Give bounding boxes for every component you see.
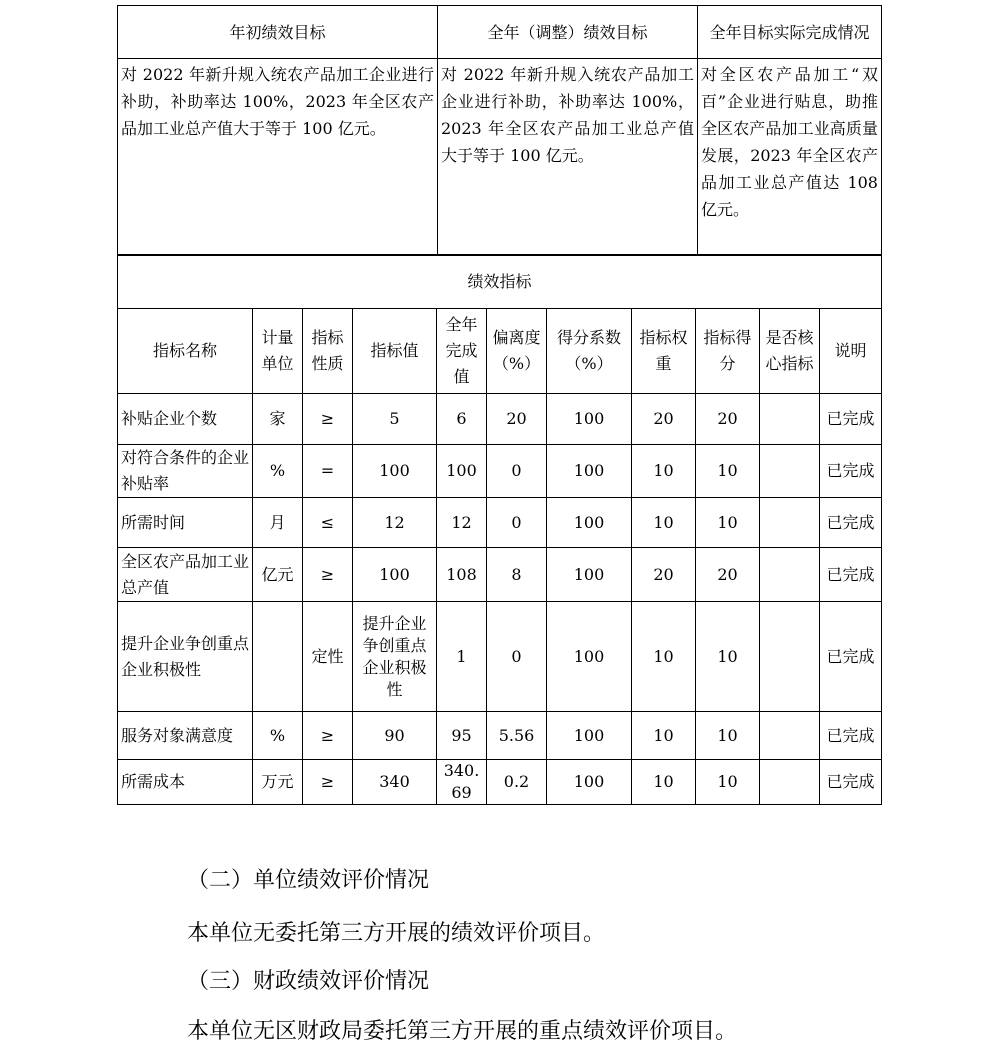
cell-coef: 100 (547, 394, 632, 445)
cell-score: 20 (696, 394, 760, 445)
cell-deviation: 20 (487, 394, 547, 445)
cell-actual: 340.69 (437, 760, 487, 805)
cell-score: 10 (696, 498, 760, 548)
table-row (118, 445, 882, 498)
goals-table (117, 5, 882, 255)
cell-name: 服务对象满意度 (118, 712, 253, 760)
cell-nature: ≥ (303, 394, 353, 445)
goals-adjusted-text: 对 2022 年新升规入统农产品加工企业进行补助，补助率达 100%，2023 年全区农产品加工业总产值大于等于 100 亿元。 (438, 59, 698, 255)
cell-name: 所需成本 (118, 760, 253, 805)
cell-value: 12 (353, 498, 437, 548)
goals-actual-text: 对全区农产品加工“双百”企业进行贴息，助推全区农产品加工业高质量发展，2023 年全区农产品加工业总产值达 108 亿元。 (698, 59, 882, 255)
header-value: 指标值 (353, 309, 437, 394)
cell-weight: 20 (632, 394, 696, 445)
section-3-text: 本单位无区财政局委托第三方开展的重点绩效评价项目。 (187, 1019, 738, 1044)
goals-header-adjusted: 全年（调整）绩效目标 (438, 6, 698, 59)
cell-score: 10 (696, 602, 760, 712)
indicators-table (117, 255, 882, 805)
cell-actual: 100 (437, 445, 487, 498)
cell-unit: 月 (253, 498, 303, 548)
cell-coef: 100 (547, 602, 632, 712)
cell-weight: 20 (632, 548, 696, 602)
cell-weight: 10 (632, 760, 696, 805)
header-unit: 计量单位 (253, 309, 303, 394)
cell-weight: 10 (632, 602, 696, 712)
goals-header-initial: 年初绩效目标 (118, 6, 438, 59)
cell-score: 10 (696, 760, 760, 805)
cell-coef: 100 (547, 548, 632, 602)
cell-value: 提升企业争创重点企业积极性 (353, 602, 437, 712)
cell-name: 所需时间 (118, 498, 253, 548)
cell-deviation: 0 (487, 602, 547, 712)
cell-deviation: 0.2 (487, 760, 547, 805)
cell-name: 提升企业争创重点企业积极性 (118, 602, 253, 712)
cell-unit: 家 (253, 394, 303, 445)
cell-core (760, 498, 820, 548)
cell-core (760, 602, 820, 712)
cell-score: 10 (696, 445, 760, 498)
cell-note: 已完成 (820, 445, 882, 498)
cell-core (760, 712, 820, 760)
header-weight: 指标权重 (632, 309, 696, 394)
cell-nature: = (303, 445, 353, 498)
cell-actual: 12 (437, 498, 487, 548)
cell-unit (253, 602, 303, 712)
table-row (118, 548, 882, 602)
cell-note: 已完成 (820, 602, 882, 712)
section-3-heading: （三）财政绩效评价情况 (187, 969, 430, 994)
cell-nature: ≥ (303, 712, 353, 760)
header-name: 指标名称 (118, 309, 253, 394)
goals-header-actual: 全年目标实际完成情况 (698, 6, 882, 59)
cell-name: 对符合条件的企业补贴率 (118, 445, 253, 498)
table-row (118, 712, 882, 760)
cell-deviation: 0 (487, 445, 547, 498)
cell-nature: 定性 (303, 602, 353, 712)
cell-actual: 108 (437, 548, 487, 602)
cell-note: 已完成 (820, 548, 882, 602)
cell-note: 已完成 (820, 498, 882, 548)
cell-value: 90 (353, 712, 437, 760)
header-note: 说明 (820, 309, 882, 394)
goals-initial-text: 对 2022 年新升规入统农产品加工企业进行补助，补助率达 100%，2023 年全区农产品加工业总产值大于等于 100 亿元。 (118, 59, 438, 255)
cell-name: 全区农产品加工业总产值 (118, 548, 253, 602)
cell-core (760, 394, 820, 445)
header-coef: 得分系数（%） (547, 309, 632, 394)
cell-deviation: 8 (487, 548, 547, 602)
cell-coef: 100 (547, 445, 632, 498)
cell-actual: 6 (437, 394, 487, 445)
cell-value: 5 (353, 394, 437, 445)
section-2-heading: （二）单位绩效评价情况 (187, 868, 430, 893)
cell-core (760, 548, 820, 602)
cell-coef: 100 (547, 498, 632, 548)
header-score: 指标得分 (696, 309, 760, 394)
table-row (118, 602, 882, 712)
header-actual: 全年完成值 (437, 309, 487, 394)
indicators-title: 绩效指标 (118, 256, 882, 309)
header-deviation: 偏离度（%） (487, 309, 547, 394)
cell-deviation: 5.56 (487, 712, 547, 760)
cell-weight: 10 (632, 712, 696, 760)
cell-value: 340 (353, 760, 437, 805)
cell-unit: 亿元 (253, 548, 303, 602)
cell-core (760, 760, 820, 805)
cell-name: 补贴企业个数 (118, 394, 253, 445)
cell-value: 100 (353, 548, 437, 602)
cell-value: 100 (353, 445, 437, 498)
indicators-header-row (118, 309, 882, 394)
cell-note: 已完成 (820, 712, 882, 760)
cell-weight: 10 (632, 445, 696, 498)
cell-unit: % (253, 445, 303, 498)
cell-nature: ≥ (303, 760, 353, 805)
cell-weight: 10 (632, 498, 696, 548)
table-row (118, 394, 882, 445)
cell-deviation: 0 (487, 498, 547, 548)
cell-unit: % (253, 712, 303, 760)
section-2-text: 本单位无委托第三方开展的绩效评价项目。 (187, 921, 606, 946)
header-core: 是否核心指标 (760, 309, 820, 394)
cell-score: 20 (696, 548, 760, 602)
cell-note: 已完成 (820, 760, 882, 805)
table-row (118, 760, 882, 805)
cell-coef: 100 (547, 712, 632, 760)
cell-note: 已完成 (820, 394, 882, 445)
cell-unit: 万元 (253, 760, 303, 805)
cell-core (760, 445, 820, 498)
cell-nature: ≥ (303, 548, 353, 602)
table-row (118, 498, 882, 548)
cell-nature: ≤ (303, 498, 353, 548)
cell-coef: 100 (547, 760, 632, 805)
cell-actual: 95 (437, 712, 487, 760)
header-nature: 指标性质 (303, 309, 353, 394)
cell-actual: 1 (437, 602, 487, 712)
cell-score: 10 (696, 712, 760, 760)
